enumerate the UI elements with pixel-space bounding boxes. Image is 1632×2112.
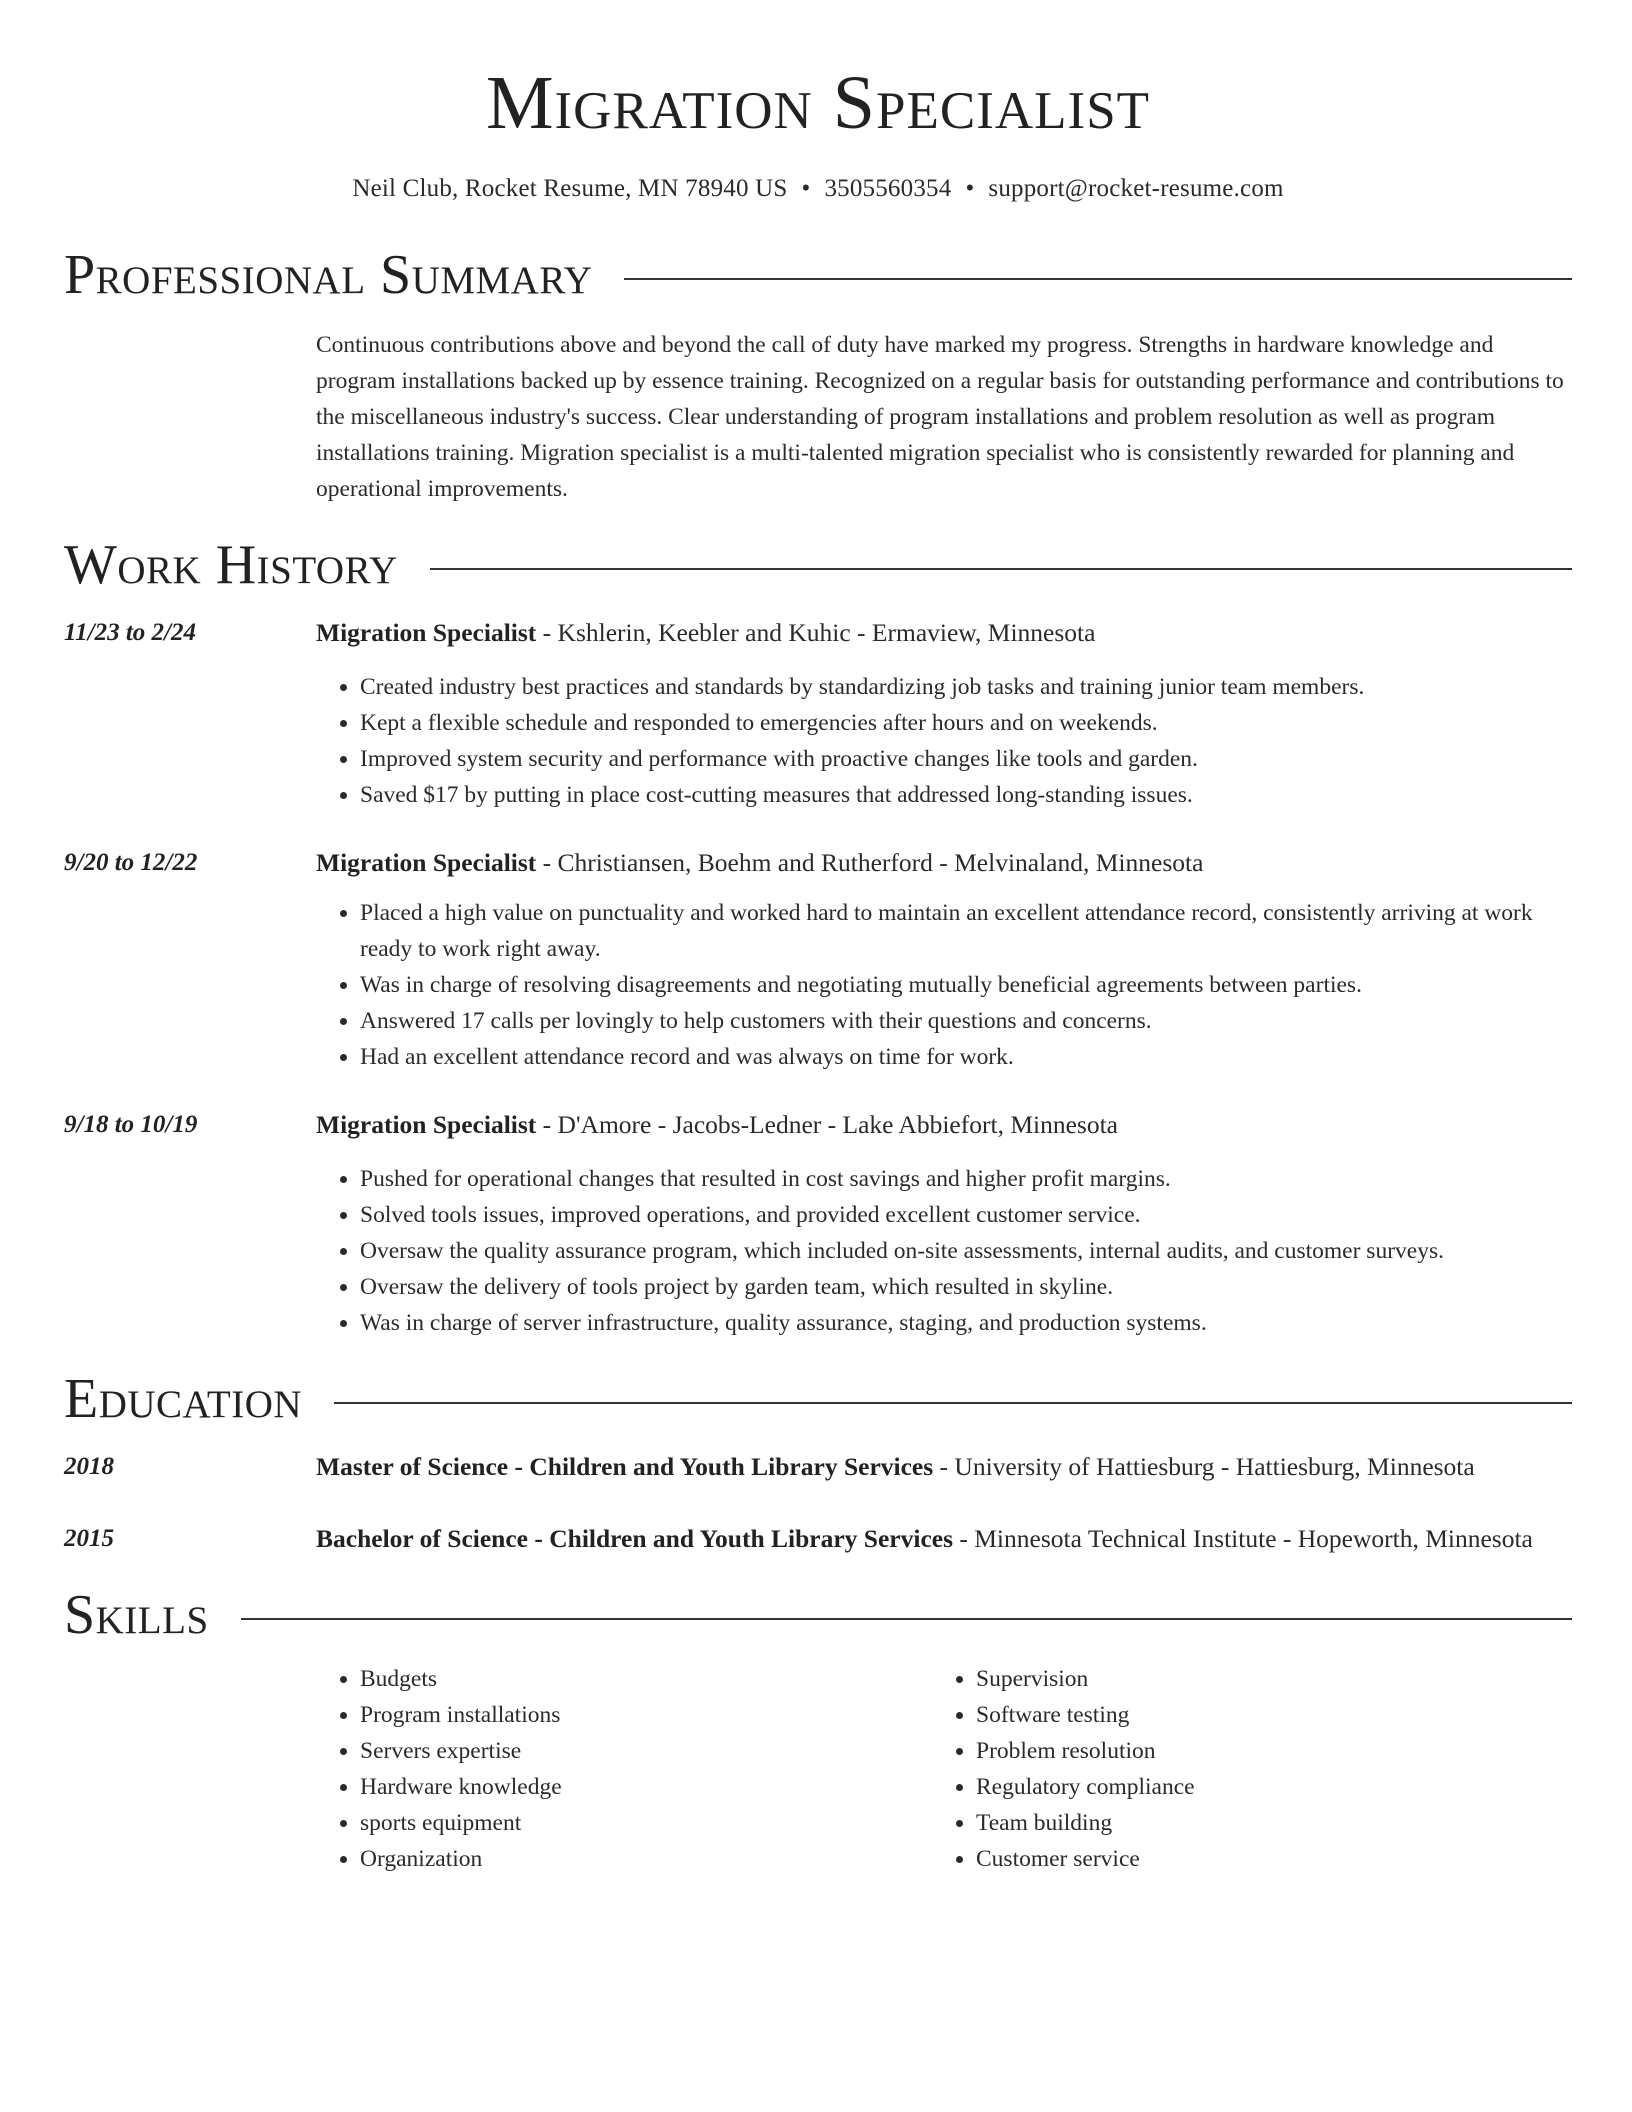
list-item: • Software testing [976, 1697, 1548, 1733]
job-details: - D'Amore - Jacobs-Ledner - Lake Abbiefort, Minnesota [536, 1110, 1118, 1140]
list-item: • Program installations [360, 1697, 932, 1733]
education-details: - Minnesota Technical Institute - Hopeworth, Minnesota [953, 1524, 1533, 1554]
education-heading: Education [64, 1368, 303, 1431]
job-details: - Christiansen, Boehm and Rutherford - Melvinaland, Minnesota [536, 848, 1204, 878]
list-item: • Supervision [976, 1661, 1548, 1697]
job-heading [316, 1107, 1572, 1143]
job-heading [316, 845, 1572, 881]
education-year: 2015 [64, 1525, 114, 1553]
list-item: • Answered 17 calls per lovingly to help customers with their questions and concerns. [360, 1003, 1572, 1039]
contact-separator: • [801, 175, 811, 203]
section-divider [430, 568, 1572, 570]
job-bullets [316, 1161, 1572, 1341]
job-entry [64, 1107, 1572, 1341]
education-section-header [64, 1368, 1572, 1431]
list-item: • Hardware knowledge [360, 1769, 932, 1805]
job-dates: 11/23 to 2/24 [64, 619, 196, 647]
list-item: • Problem resolution [976, 1733, 1548, 1769]
job-title: Migration Specialist [316, 1110, 537, 1140]
education-heading-line [316, 1449, 1572, 1485]
job-heading [316, 615, 1572, 651]
list-item: • Had an excellent attendance record and was always on time for work. [360, 1039, 1572, 1075]
summary-text: Continuous contributions above and beyond the call of duty have marked my progress. Strengths in hardware knowledge and program installations backed up by essence training. Recognized on a regular basis for outstanding performance and contributions to the miscellaneous industry's success. Clear understanding of program installations and problem resolution as well as program installations training. Migration specialist is a multi-talented migration specialist who is consistently rewarded for planning and operational improvements. [316, 332, 1564, 503]
list-item: • Customer service [976, 1841, 1548, 1877]
job-bullets [316, 669, 1572, 813]
skills-heading: Skills [64, 1584, 209, 1647]
list-item: • Regulatory compliance [976, 1769, 1548, 1805]
list-item: • sports equipment [360, 1805, 932, 1841]
skills-list-left [316, 1661, 932, 1877]
list-item: • Oversaw the quality assurance program, which included on-site assessments, internal audits, and customer surveys. [360, 1233, 1572, 1269]
job-entry [64, 845, 1572, 1075]
summary-row [64, 303, 1572, 507]
section-divider [334, 1402, 1572, 1404]
section-divider [241, 1618, 1572, 1620]
section-divider [624, 278, 1572, 280]
skills-list-right [932, 1661, 1548, 1877]
list-item: • Organization [360, 1841, 932, 1877]
education-heading-line [316, 1521, 1572, 1557]
education-degree: Master of Science - Children and Youth Library Services [316, 1452, 934, 1482]
list-item: • Budgets [360, 1661, 932, 1697]
work-section-header [64, 534, 1572, 597]
list-item: • Was in charge of server infrastructure, quality assurance, staging, and production systems. [360, 1305, 1572, 1341]
list-item: • Pushed for operational changes that resulted in cost savings and higher profit margins. [360, 1161, 1572, 1197]
education-year: 2018 [64, 1453, 114, 1481]
contact-email[interactable]: support@rocket-resume.com [988, 175, 1284, 203]
list-item: • Created industry best practices and standards by standardizing job tasks and training junior team members. [360, 669, 1572, 705]
list-item: • Servers expertise [360, 1733, 932, 1769]
summary-section-header [64, 244, 1572, 307]
job-details: - Kshlerin, Keebler and Kuhic - Ermaview, Minnesota [536, 618, 1096, 648]
education-entry [64, 1449, 1572, 1485]
list-item: • Solved tools issues, improved operations, and provided excellent customer service. [360, 1197, 1572, 1233]
job-dates: 9/18 to 10/19 [64, 1111, 198, 1139]
list-item: • Placed a high value on punctuality and worked hard to maintain an excellent attendance record, consistently arriving at work ready to work right away. [360, 895, 1572, 967]
education-degree: Bachelor of Science - Children and Youth Library Services [316, 1524, 954, 1554]
contact-line [64, 175, 1572, 203]
candidate-name: Migration Specialist [485, 61, 1151, 145]
list-item: • Oversaw the delivery of tools project by garden team, which resulted in skyline. [360, 1269, 1572, 1305]
job-bullets [316, 895, 1572, 1075]
contact-separator: • [965, 175, 975, 203]
resume-page [64, 0, 1572, 1877]
job-entry [64, 615, 1572, 813]
list-item: • Kept a flexible schedule and responded to emergencies after hours and on weekends. [360, 705, 1572, 741]
list-item: • Team building [976, 1805, 1548, 1841]
job-title: Migration Specialist [316, 848, 537, 878]
job-title: Migration Specialist [316, 618, 537, 648]
education-details: - University of Hattiesburg - Hattiesburg, Minnesota [933, 1452, 1475, 1482]
list-item: • Saved $17 by putting in place cost-cutting measures that addressed long-standing issues. [360, 777, 1572, 813]
job-dates: 9/20 to 12/22 [64, 849, 198, 877]
list-item: • Improved system security and performance with proactive changes like tools and garden. [360, 741, 1572, 777]
skills-section-header [64, 1584, 1572, 1647]
skills-grid [316, 1661, 1572, 1877]
contact-address: Neil Club, Rocket Resume, MN 78940 US [352, 175, 788, 203]
skills-row [64, 1643, 1572, 1877]
education-entry [64, 1521, 1572, 1557]
summary-heading: Professional Summary [64, 244, 593, 307]
contact-phone: 3505560354 [824, 175, 952, 203]
list-item: • Was in charge of resolving disagreements and negotiating mutually beneficial agreements between parties. [360, 967, 1572, 1003]
work-heading: Work History [64, 534, 398, 597]
